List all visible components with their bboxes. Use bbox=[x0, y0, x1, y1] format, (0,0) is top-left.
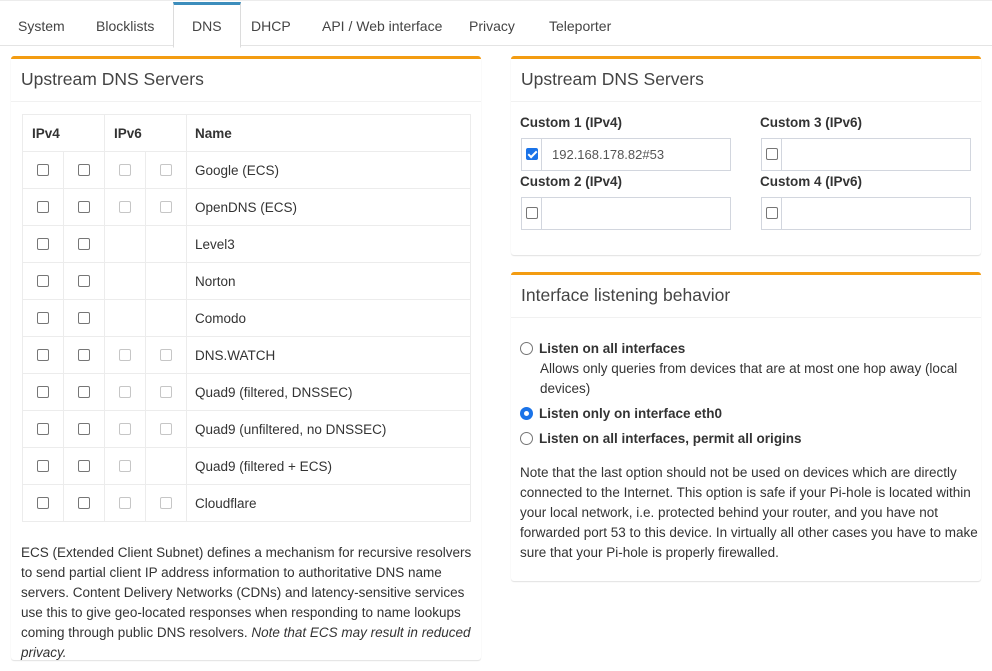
server-name: DNS.WATCH bbox=[187, 337, 471, 374]
comodo-ipv4-2-checkbox[interactable] bbox=[78, 312, 90, 324]
quad9-filtered-ipv6-2-checkbox[interactable] bbox=[160, 386, 172, 398]
name-header: Name bbox=[187, 115, 471, 152]
table-row bbox=[23, 337, 471, 374]
comodo-ipv4-1-checkbox[interactable] bbox=[37, 312, 49, 324]
quad9-filtered-ipv4-2-checkbox[interactable] bbox=[78, 386, 90, 398]
custom1-input[interactable] bbox=[542, 139, 730, 170]
server-name: Level3 bbox=[187, 226, 471, 263]
custom2-input[interactable] bbox=[542, 198, 730, 229]
tab-system[interactable]: System bbox=[18, 18, 65, 34]
option-listen-all[interactable] bbox=[520, 339, 685, 359]
listen-single-radio[interactable] bbox=[520, 407, 533, 420]
table-row bbox=[23, 374, 471, 411]
custom2-checkbox[interactable] bbox=[526, 207, 538, 219]
opendns-ipv6-2-checkbox[interactable] bbox=[160, 201, 172, 213]
custom4-group bbox=[761, 197, 971, 230]
quad9-unfiltered-ipv4-1-checkbox[interactable] bbox=[37, 423, 49, 435]
quad9-ecs-ipv4-1-checkbox[interactable] bbox=[37, 460, 49, 472]
custom3-input[interactable] bbox=[782, 139, 970, 170]
custom2-label: Custom 2 (IPv4) bbox=[520, 174, 623, 189]
table-row bbox=[23, 485, 471, 522]
upstream-dns-table bbox=[22, 114, 471, 522]
server-name: Comodo bbox=[187, 300, 471, 337]
listen-all-label[interactable]: Listen on all interfaces bbox=[539, 341, 686, 356]
table-row bbox=[23, 152, 471, 189]
quad9-filtered-ipv4-1-checkbox[interactable] bbox=[37, 386, 49, 398]
listen-all-description: Allows only queries from devices that are at most one hop away (local devices) bbox=[540, 361, 958, 396]
google-ipv6-2-checkbox[interactable] bbox=[160, 164, 172, 176]
option-listen-single[interactable] bbox=[520, 404, 722, 424]
table-row bbox=[23, 300, 471, 337]
dnswatch-ipv4-2-checkbox[interactable] bbox=[78, 349, 90, 361]
custom3-group bbox=[761, 138, 971, 171]
dnswatch-ipv6-2-checkbox[interactable] bbox=[160, 349, 172, 361]
custom3-checkbox[interactable] bbox=[766, 148, 778, 160]
table-row bbox=[23, 263, 471, 300]
permit-all-radio[interactable] bbox=[520, 432, 533, 445]
custom3-label: Custom 3 (IPv6) bbox=[760, 115, 863, 130]
custom1-checkbox[interactable] bbox=[526, 148, 538, 160]
quad9-unfiltered-ipv4-2-checkbox[interactable] bbox=[78, 423, 90, 435]
custom2-group bbox=[521, 197, 731, 230]
norton-ipv4-1-checkbox[interactable] bbox=[37, 275, 49, 287]
custom1-label: Custom 1 (IPv4) bbox=[520, 115, 623, 130]
server-name: Quad9 (filtered + ECS) bbox=[187, 448, 471, 485]
table-row bbox=[23, 448, 471, 485]
server-name: Quad9 (unfiltered, no DNSSEC) bbox=[187, 411, 471, 448]
norton-ipv4-2-checkbox[interactable] bbox=[78, 275, 90, 287]
custom4-checkbox[interactable] bbox=[766, 207, 778, 219]
level3-ipv4-2-checkbox[interactable] bbox=[78, 238, 90, 250]
server-name: Quad9 (filtered, DNSSEC) bbox=[187, 374, 471, 411]
option-permit-all[interactable] bbox=[520, 429, 802, 449]
table-row bbox=[23, 189, 471, 226]
server-name: Google (ECS) bbox=[187, 152, 471, 189]
quad9-unfiltered-ipv6-1-checkbox[interactable] bbox=[119, 423, 131, 435]
server-name: Norton bbox=[187, 263, 471, 300]
custom1-group bbox=[521, 138, 731, 171]
quad9-filtered-ipv6-1-checkbox[interactable] bbox=[119, 386, 131, 398]
tab-privacy[interactable]: Privacy bbox=[469, 18, 515, 34]
custom4-label: Custom 4 (IPv6) bbox=[760, 174, 863, 189]
listen-single-label[interactable]: Listen only on interface eth0 bbox=[539, 406, 723, 421]
upstream-dns-box bbox=[11, 56, 481, 660]
tab-teleporter[interactable]: Teleporter bbox=[549, 18, 612, 34]
server-name: Cloudflare bbox=[187, 485, 471, 522]
level3-ipv4-1-checkbox[interactable] bbox=[37, 238, 49, 250]
cloudflare-ipv6-2-checkbox[interactable] bbox=[160, 497, 172, 509]
permit-all-label[interactable]: Listen on all interfaces, permit all origins bbox=[539, 431, 802, 446]
opendns-ipv6-1-checkbox[interactable] bbox=[119, 201, 131, 213]
dnswatch-ipv4-1-checkbox[interactable] bbox=[37, 349, 49, 361]
google-ipv4-2-checkbox[interactable] bbox=[78, 164, 90, 176]
quad9-unfiltered-ipv6-2-checkbox[interactable] bbox=[160, 423, 172, 435]
table-header-row bbox=[23, 115, 471, 152]
interface-box bbox=[511, 272, 981, 581]
settings-tabs bbox=[0, 0, 992, 46]
google-ipv4-1-checkbox[interactable] bbox=[37, 164, 49, 176]
tab-dns[interactable]: DNS bbox=[173, 2, 241, 48]
upstream-dns-title: Upstream DNS Servers bbox=[11, 59, 481, 102]
server-name: OpenDNS (ECS) bbox=[187, 189, 471, 226]
cloudflare-ipv6-1-checkbox[interactable] bbox=[119, 497, 131, 509]
opendns-ipv4-2-checkbox[interactable] bbox=[78, 201, 90, 213]
quad9-ecs-ipv4-2-checkbox[interactable] bbox=[78, 460, 90, 472]
cloudflare-ipv4-1-checkbox[interactable] bbox=[37, 497, 49, 509]
tab-api-web-interface[interactable]: API / Web interface bbox=[322, 18, 443, 34]
ecs-note-privacy: Note that ECS may result in reduced privacy. bbox=[21, 625, 471, 660]
ecs-note-text: ECS (Extended Client Subnet) defines a mechanism for recursive resolvers to send partial client IP address information to authoritative DNS name servers. Content Delivery Networks (CDNs) and latency-sensitive services use this to give geo-located responses when responding to name lookups coming through public DNS resolvers. bbox=[21, 545, 472, 640]
quad9-ecs-ipv6-1-checkbox[interactable] bbox=[119, 460, 131, 472]
custom4-input[interactable] bbox=[782, 198, 970, 229]
table-row bbox=[23, 226, 471, 263]
interface-note: Note that the last option should not be used on devices which are directly connected to the Internet. This option is safe if your Pi-hole is located within your local network, i.e. protected behind your router, and you have not forwarded port 53 to this device. In virtually all other cases you have to make sure that your Pi-hole is properly firewalled. bbox=[520, 465, 978, 560]
opendns-ipv4-1-checkbox[interactable] bbox=[37, 201, 49, 213]
ecs-note bbox=[21, 543, 481, 663]
listen-all-radio[interactable] bbox=[520, 342, 533, 355]
tab-dhcp[interactable]: DHCP bbox=[251, 18, 291, 34]
cloudflare-ipv4-2-checkbox[interactable] bbox=[78, 497, 90, 509]
custom-dns-box bbox=[511, 56, 981, 255]
ipv6-header: IPv6 bbox=[105, 115, 187, 152]
table-row bbox=[23, 411, 471, 448]
google-ipv6-1-checkbox[interactable] bbox=[119, 164, 131, 176]
interface-title: Interface listening behavior bbox=[511, 275, 981, 318]
ipv4-header: IPv4 bbox=[23, 115, 105, 152]
tab-blocklists[interactable]: Blocklists bbox=[96, 18, 155, 34]
custom-dns-title: Upstream DNS Servers bbox=[511, 59, 981, 102]
dnswatch-ipv6-1-checkbox[interactable] bbox=[119, 349, 131, 361]
